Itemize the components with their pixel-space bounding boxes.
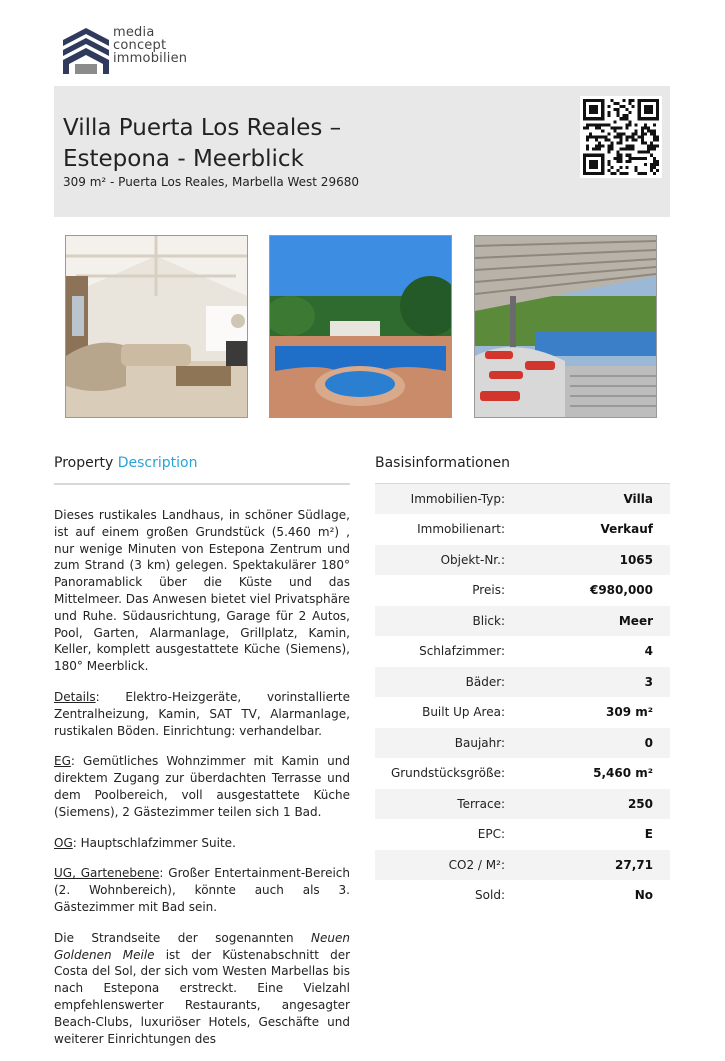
eg-label: EG	[54, 754, 71, 769]
info-value: Villa	[623, 491, 653, 506]
info-value: 1065	[619, 552, 653, 567]
company-logo	[63, 26, 187, 76]
info-value: €980,000	[589, 583, 653, 598]
info-label: Blick:	[472, 613, 505, 628]
property-subtitle: 309 m² - Puerta Los Reales, Marbella West 29680	[63, 175, 359, 189]
ug-text: : Großer Entertainment-Bereich (2. Wohnbereich), könnte auch als 3. Gästezimmer mit Bad sein.	[54, 866, 350, 914]
info-label: Grundstücksgröße:	[390, 766, 505, 781]
qr-code-icon	[583, 99, 659, 175]
logo-line-3: immobilien	[113, 51, 188, 66]
info-row	[375, 789, 670, 820]
logo-mark-icon	[63, 26, 109, 76]
living-room-image	[66, 236, 247, 417]
description-paragraph-eg	[54, 753, 350, 820]
info-row	[375, 484, 670, 515]
og-text: : Hauptschlafzimmer Suite.	[72, 835, 236, 850]
description-paragraph-location	[54, 930, 350, 1048]
photo-pool[interactable]	[269, 235, 452, 418]
info-value: Verkauf	[600, 522, 653, 537]
info-label: Built Up Area:	[422, 705, 505, 720]
info-row	[375, 728, 670, 759]
info-label: Schlafzimmer:	[419, 644, 505, 659]
info-label: Terrace:	[457, 796, 505, 811]
description-paragraph-details	[54, 689, 350, 739]
info-value: 0	[644, 735, 653, 750]
description-body	[54, 507, 350, 1061]
info-label: Objekt-Nr.:	[440, 552, 505, 567]
info-table	[375, 484, 670, 911]
info-value: 250	[627, 796, 653, 811]
info-label: Bäder:	[465, 674, 505, 689]
info-row	[375, 820, 670, 851]
info-value: 3	[644, 674, 653, 689]
description-heading-plain: Property	[54, 455, 114, 471]
info-row	[375, 576, 670, 607]
photo-gallery	[65, 235, 657, 418]
info-label: CO2 / M²:	[448, 857, 505, 872]
terrace-image	[475, 236, 656, 417]
details-label: Details	[54, 689, 96, 704]
qr-code	[580, 96, 662, 178]
info-row	[375, 759, 670, 790]
info-value: 27,71	[615, 857, 653, 872]
info-label: Preis:	[472, 583, 505, 598]
info-row	[375, 850, 670, 881]
location-text-em: Neuen Goldenen Meile	[54, 930, 350, 962]
description-heading-accent: Description	[117, 455, 198, 471]
property-title: Villa Puerta Los Reales – Estepona - Meerblick	[63, 115, 342, 172]
info-row	[375, 515, 670, 546]
info-label: Immobilien-Typ:	[410, 491, 505, 506]
location-text-b: ist der Küstenabschnitt der Costa del Sol, der sich vom Westen Marbellas bis nach Estepona erstreckt. Eine Vielzahl empfehlenswerter Restaurants, angesagter Beach-Clubs, luxuriöser Hotels, Geschäfte und weiterer Einrichtungen des	[54, 947, 351, 1046]
photo-living-room[interactable]	[65, 235, 248, 418]
info-label: Immobilienart:	[417, 522, 505, 537]
info-value: 5,460 m²	[593, 766, 653, 781]
ug-label: UG, Gartenebene	[54, 866, 160, 881]
logo-line-1: media	[113, 25, 155, 40]
info-label: EPC:	[477, 827, 505, 842]
info-value: No	[634, 888, 653, 903]
pool-image	[270, 236, 451, 417]
info-row	[375, 637, 670, 668]
description-paragraph-ug	[54, 865, 350, 915]
eg-text: : Gemütliches Wohnzimmer mit Kamin und direktem Zugang zur überdachten Terrasse und dem Poolbereich, voll ausgestattete Küche (Siemens), 2 Gästezimmer teilen sich 1 Bad.	[54, 754, 350, 819]
details-text: : Elektro-Heizgeräte, vorinstallierte Zentralheizung, Kamin, SAT TV, Alarmanlage, rustikalen Böden. Einrichtung: verhandelbar.	[54, 689, 350, 738]
info-label: Baujahr:	[454, 735, 505, 750]
info-value: 309 m²	[606, 705, 653, 720]
photo-terrace[interactable]	[474, 235, 657, 418]
info-value: E	[644, 827, 653, 842]
description-heading	[54, 455, 350, 485]
info-heading: Basisinformationen	[375, 455, 670, 485]
logo-line-2: concept	[113, 38, 167, 53]
info-label: Sold:	[475, 888, 505, 903]
og-label: OG	[54, 835, 73, 850]
description-paragraph-og	[54, 835, 350, 852]
logo-text	[113, 26, 187, 65]
info-row	[375, 667, 670, 698]
info-row	[375, 545, 670, 576]
info-row	[375, 698, 670, 729]
info-row	[375, 881, 670, 912]
location-text-a: Die Strandseite der sogenannten	[54, 930, 312, 945]
description-paragraph-1: Dieses rustikales Landhaus, in schöner Südlage, ist auf einem großen Grundstück (5.460 m²) , nur wenige Minuten von Estepona Zentrum und zum Strand (3 km) gelegen. Spektakulärer 180° Panoramablick über die Küste und das Mittelmeer. Das Anwesen bietet viel Privatsphäre und Ruhe. Südausrichtung, Garage für 2 Autos, Pool, Garten, Alarmanlage, Grillplatz, Kamin, Keller, komplett ausgestattete Küche (Siemens), 180° Meerblick.	[54, 508, 350, 674]
property-header	[54, 86, 670, 217]
info-value: 4	[644, 644, 653, 659]
info-value: Meer	[618, 613, 653, 628]
info-row	[375, 606, 670, 637]
